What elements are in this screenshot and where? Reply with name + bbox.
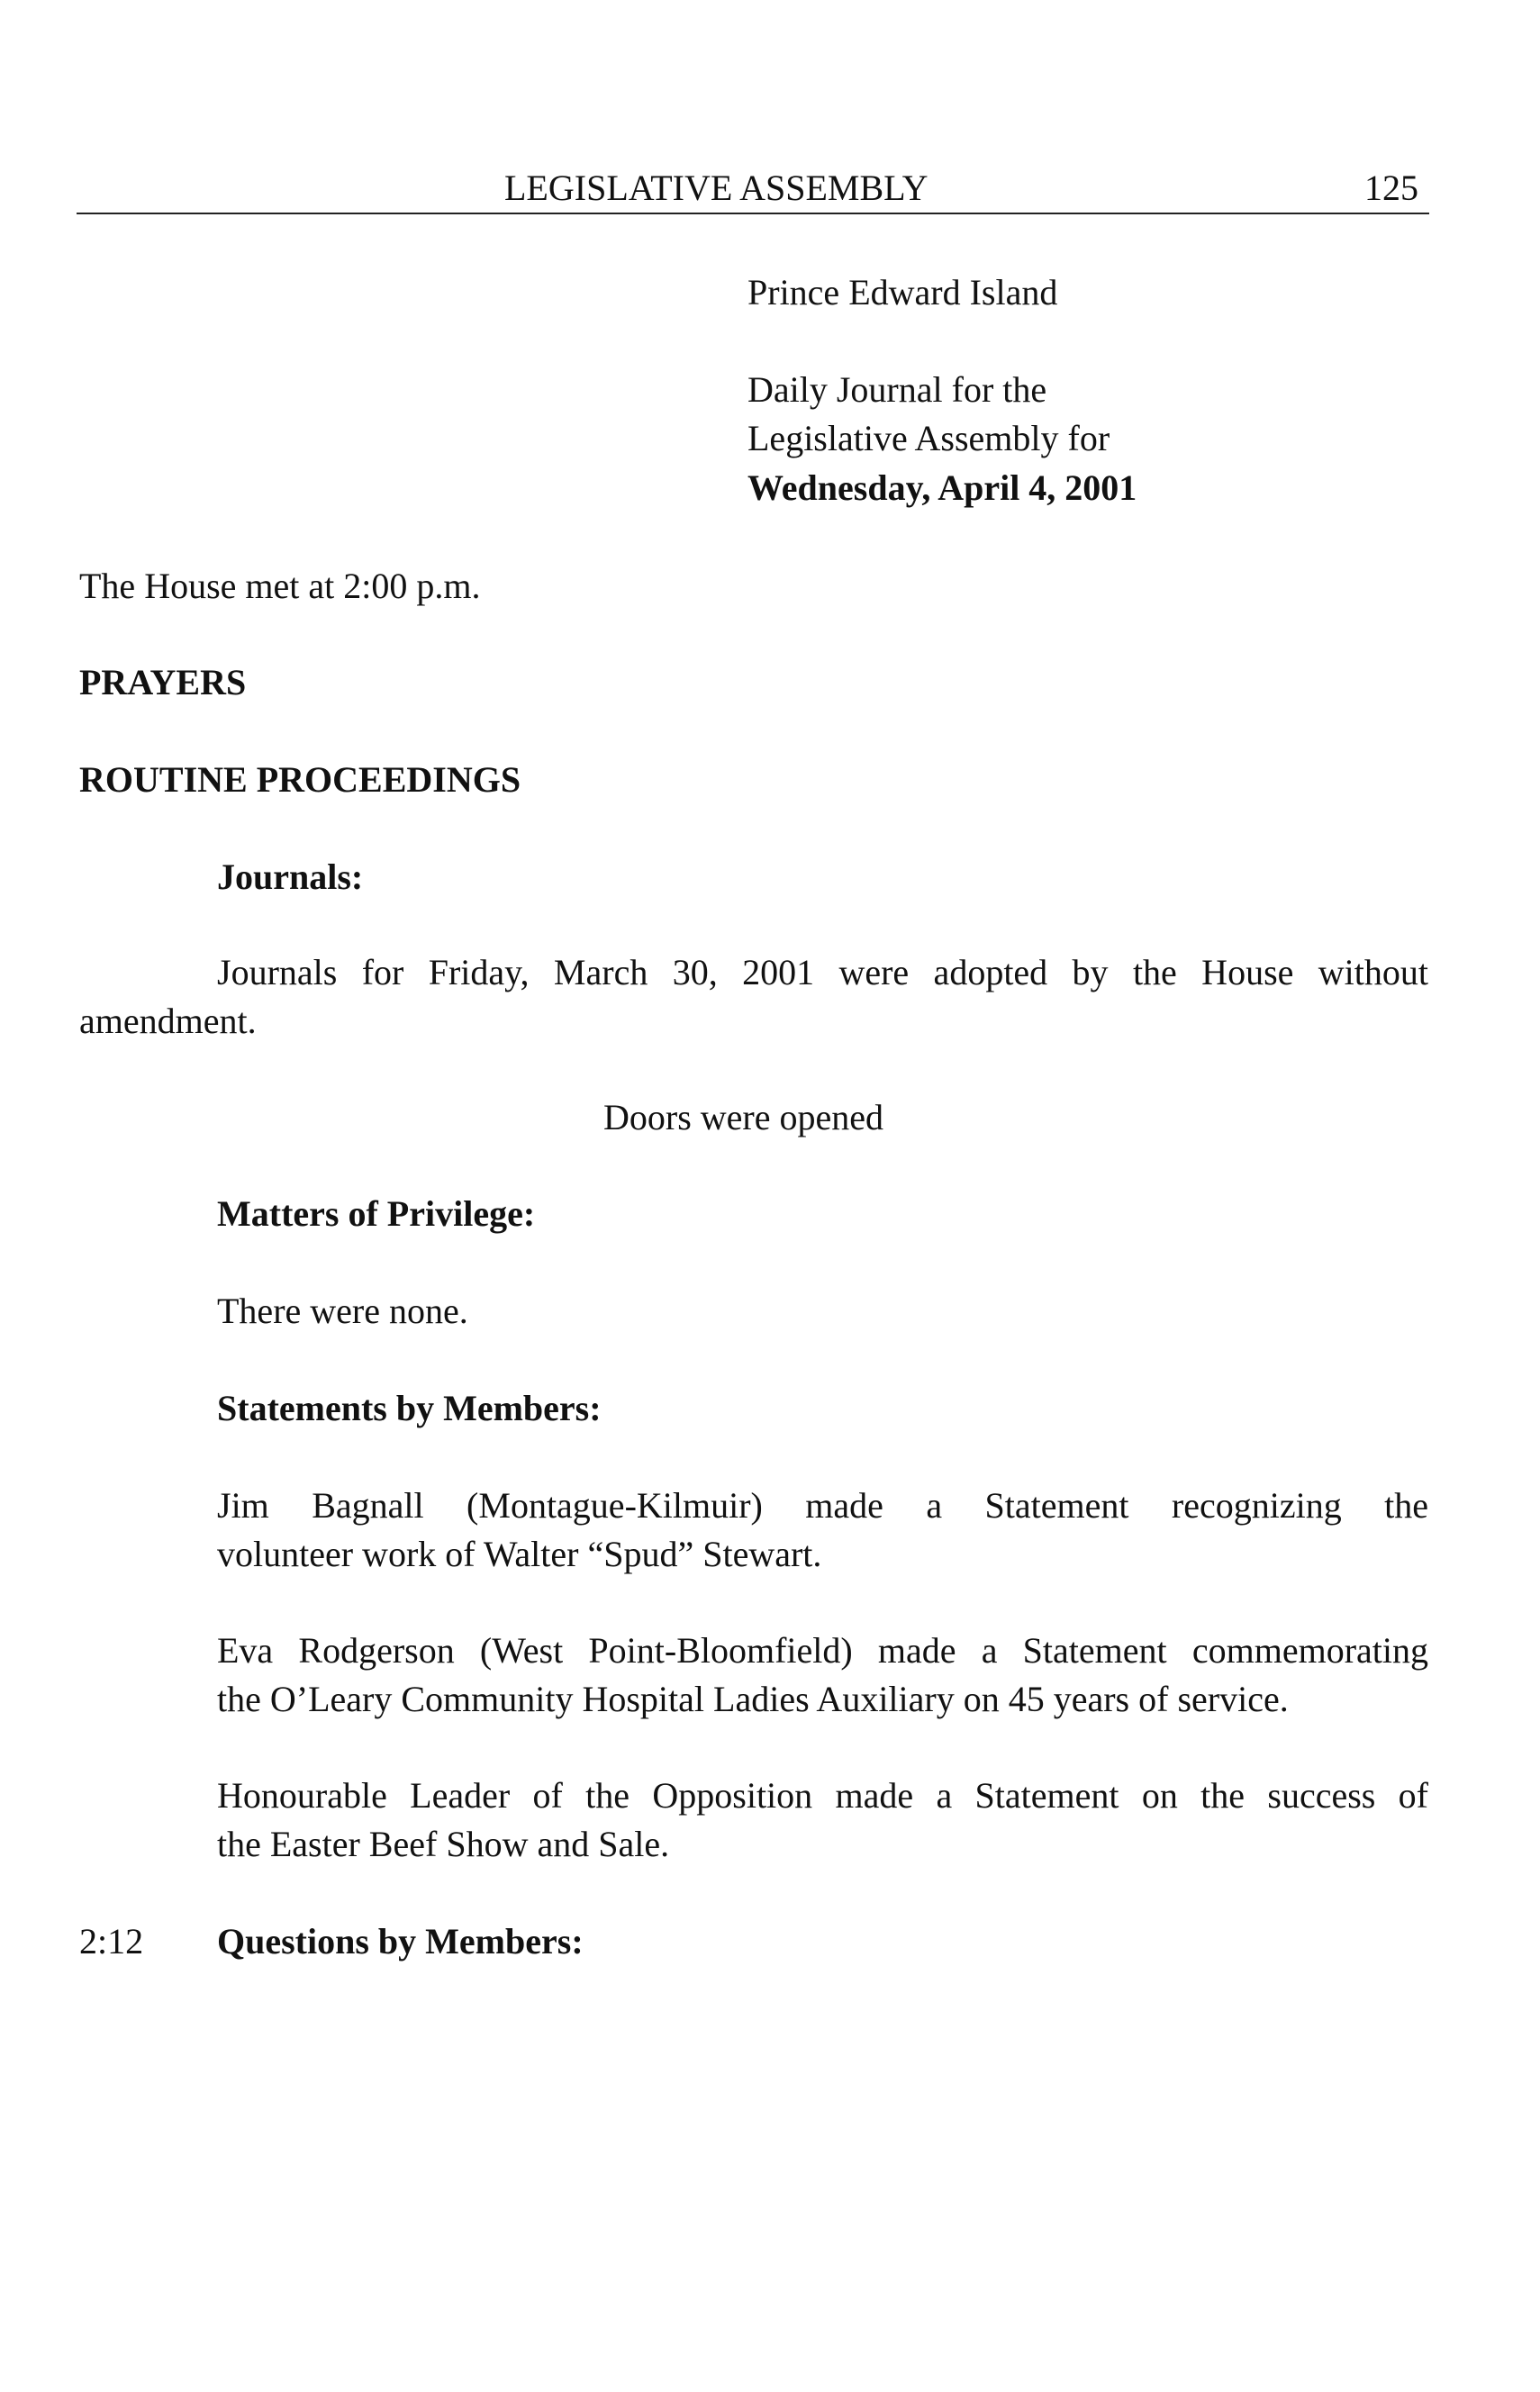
statement-2-line-2: the O’Leary Community Hospital Ladies Auxiliary on 45 years of service.: [217, 1679, 1289, 1719]
journal-date: Wednesday, April 4, 2001: [747, 467, 1137, 508]
province-name: Prince Edward Island: [747, 272, 1058, 313]
questions-by-members-heading: Questions by Members:: [217, 1921, 584, 1962]
house-met-time: The House met at 2:00 p.m.: [79, 566, 481, 606]
routine-proceedings-heading: ROUTINE PROCEEDINGS: [79, 759, 521, 800]
header-rule: [77, 213, 1429, 214]
journals-heading: Journals:: [217, 856, 364, 897]
matters-of-privilege-heading: Matters of Privilege:: [217, 1193, 536, 1234]
statements-by-members-heading: Statements by Members:: [217, 1388, 602, 1428]
doors-opened-note: Doors were opened: [603, 1097, 883, 1137]
matters-of-privilege-text: There were none.: [217, 1291, 468, 1331]
running-header-title: LEGISLATIVE ASSEMBLY: [504, 168, 929, 208]
statement-1-line-2: volunteer work of Walter “Spud” Stewart.: [217, 1534, 822, 1574]
statement-2-line-1: Eva Rodgerson (West Point-Bloomfield) made a Statement commemorating: [217, 1630, 1428, 1671]
statement-3-line-1: Honourable Leader of the Opposition made a Statement on the success of: [217, 1775, 1428, 1816]
journal-title-line-2: Legislative Assembly for: [747, 418, 1110, 458]
journals-paragraph-line-1: Journals for Friday, March 30, 2001 were adopted by the House without: [217, 952, 1428, 992]
prayers-heading: PRAYERS: [79, 662, 247, 702]
questions-time-marker: 2:12: [79, 1921, 144, 1962]
statement-3-line-2: the Easter Beef Show and Sale.: [217, 1824, 670, 1864]
journal-title-line-1: Daily Journal for the: [747, 369, 1047, 410]
statement-1-line-1: Jim Bagnall (Montague-Kilmuir) made a Statement recognizing the: [217, 1485, 1428, 1526]
journals-paragraph-line-2: amendment.: [79, 1001, 257, 1041]
page-number: 125: [1364, 168, 1418, 208]
